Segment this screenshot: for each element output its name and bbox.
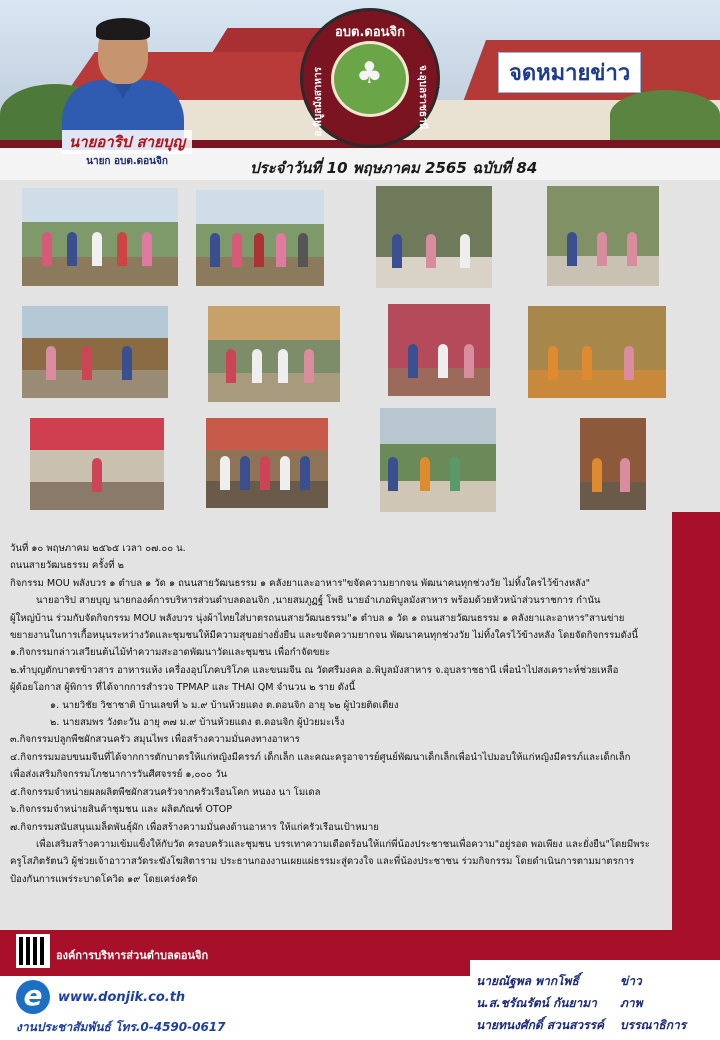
credit-row (476, 970, 716, 992)
mayor-title: นายก อบต.ดอนจิก (86, 156, 168, 167)
event-photo (206, 418, 328, 508)
club-icon: ♣ (356, 56, 383, 91)
qr-code-icon[interactable] (16, 934, 50, 968)
tree-background (610, 90, 720, 140)
event-photo (547, 186, 659, 286)
event-photo (580, 418, 646, 510)
mayor-portrait (62, 18, 182, 148)
article-line: ครูโสภิตรัตนวิ ผู้ช่วยเจ้าอาวาสวัดระฆังโฆสิตาราม ประธานกองงานเผยแผ่ธรรมะสู่ดวงใจ และพี่น้องประชาชน ร่วมกิจกรรม โดยดำเนินการตามมาตรการ (10, 856, 635, 868)
mayor-name: นายอาริป สายบุญ (62, 130, 192, 154)
article-line: ๗.กิจกรรมสนับสนุนเมล็ดพันธุ์ผัก เพื่อสร้างความมั่นคงด้านอาหาร ให้แก่ครัวเรือนเป้าหมาย (10, 821, 379, 833)
seal-left-text: อ.พิบูลมังสาหาร (313, 67, 324, 137)
event-photo (22, 306, 168, 398)
article-line: ถนนสายวัฒนธรรม ครั้งที่ ๒ (10, 560, 124, 572)
article-line: ขยายงานในการเกื้อหนุนระหว่างวัดและชุมชนให้มีความสุขอย่างยั่งยืน และขจัดความยากจน พัฒนาคนทุกช่วงวัย ไม่ทิ้งใครไว้ข้างหลัง โดยจัดกิจกรรมดังนี้ (10, 630, 639, 642)
article-line: วันที่ ๑๐ พฤษภาคม ๒๕๖๕ เวลา ๐๗.๐๐ น. (10, 543, 186, 554)
issue-dateline: ประจำวันที่ 10 พฤษภาคม 2565 ฉบับที่ 84 (250, 159, 538, 177)
article-line: ๑. นายวิชัย วิชาชาติ บ้านเลขที่ ๖ ม.๙ บ้านห้วยแดง ต.ดอนจิก อายุ ๖๒ ผู้ป่วยติดเตียง (50, 699, 399, 711)
article-line: ผู้ใหญ่บ้าน ร่วมกับจัดกิจกรรม MOU พลังบวร นุ่งผ้าไทยใส่บาตรถนนสายวัฒนธรรม"๑ ตำบล ๑ วัด ๑ ถนนสายวัฒนธรรม ๑ คลังยาและอาหาร"สานข่าย (10, 612, 625, 624)
article-line: เพื่อส่งเสริมกิจกรรมโภชนาการวันศีศจรรย์ ๑,๐๐๐ วัน (10, 769, 228, 781)
credit-name: นายทนงศักดิ์ สวนสวรรค์ (476, 1017, 605, 1032)
article-line: ๕.กิจกรรมจำหน่ายผลผลิตพืชผักสวนครัวจากครัวเรือนโคก หนอง นา โมเดล (10, 786, 321, 798)
event-photo (30, 418, 164, 510)
seal-emblem (331, 41, 409, 117)
article-line: ๖.กิจกรรมจำหน่ายสินค้าชุมชน และ ผลิตภัณฑ์ OTOP (10, 804, 233, 816)
newsletter-title: จดหมายข่าว (509, 61, 631, 86)
credit-name: น.ส.ชรัณรัตน์ กันยามา (476, 995, 597, 1010)
article-line: นายอาริป สายบุญ นายกองค์การบริหารส่วนตำบลดอนจิก ,นายสมภูฏฐ์ โพธิ นายอำเภอพิบูลมังสาหาร พร้อมด้วยหัวหน้าส่วนราชการ กำนัน (36, 595, 601, 607)
event-photo (380, 408, 496, 512)
credit-role: ภาพ (620, 995, 643, 1010)
seal-top-text: อบต.ดอนจิก (334, 25, 406, 40)
decor-band (672, 512, 720, 932)
credits-block (476, 970, 716, 1036)
credit-name: นายณัฐพล พากโพธิ์ (476, 973, 579, 988)
event-photo (376, 186, 492, 288)
credit-role: ข่าว (620, 973, 642, 988)
article-line: เพื่อเสริมสร้างความเข้มแข็งให้กับวัด ครอบครัวและชุมชน บรรเทาความเดือดร้อนให้แก่พี่น้องประชาชนเพื่อความ"อยู่รอด พอเพียง และยั่งยืน"โดยมีพระ (36, 838, 650, 850)
seal-right-text: จ.อุบลราชธานี (417, 65, 428, 130)
mayor-name-plate (62, 130, 192, 169)
website-link[interactable]: www.donjik.co.th (58, 990, 186, 1005)
event-photo (208, 306, 340, 402)
pr-contact: งานประชาสัมพันธ์ โทร.0-4590-0617 (16, 1020, 226, 1034)
internet-explorer-icon: e (16, 980, 50, 1014)
article-body (10, 540, 666, 888)
organization-seal (300, 8, 440, 148)
event-photo (388, 304, 490, 396)
credit-row (476, 1014, 716, 1036)
article-line: ๒. นายสมพร วังตะวัน อายุ ๓๗ ม.๙ บ้านห้วยแดง ต.ดอนจิก ผู้ป่วยมะเร็ง (50, 717, 345, 729)
event-photo (196, 190, 324, 286)
newsletter-title-box (498, 52, 641, 93)
article-line: ๔.กิจกรรมมอบขนมจีนที่ได้จากการตักบาตรให้แก่หญิงมีครรภ์ เด็กเล็ก และคณะครูอาจารย์ศูนย์พัฒนาเด็กเล็กเพื่อนำไปมอบให้แก่หญิงมีครรภ์และเด็กเล็ก (10, 751, 631, 763)
footer-organization: องค์การบริหารส่วนตำบลดอนจิก (56, 949, 209, 962)
article-line: ๑.กิจกรรมกล่าวเสวียนต้นไม้ทำความสะอาดพัฒนาวัดและชุมชน เพื่อกำจัดขยะ (10, 647, 331, 659)
credit-row (476, 992, 716, 1014)
event-photo (528, 306, 666, 398)
credit-role: บรรณาธิการ (620, 1017, 687, 1032)
event-photo (22, 188, 178, 286)
article-line: ๒.ทำบุญตักบาตรข้าวสาร อาหารแห้ง เครื่องอุปโภคบริโภค และขนมจีน ณ วัดศรีมงคล อ.พิบูลมังสาหาร จ.อุบลราชธานี เพื่อนำไปสงเคราะห์ช่วยเหลือ (10, 664, 619, 676)
article-line: ป้องกันการแพร่ระบาดโควิด ๑๙ โดยเคร่งครัด (10, 873, 198, 885)
article-line: ๓.กิจกรรมปลูกพืชผักสวนครัว สมุนไพร เพื่อสร้างความมั่นคงทางอาหาร (10, 734, 300, 746)
article-line: กิจกรรม MOU พลังบวร ๑ ตำบล ๑ วัด ๑ ถนนสายวัฒนธรรม ๑ คลังยาและอาหาร"ขจัดความยากจน พัฒนาคนทุกช่วงวัย ไม่ทิ้งใครไว้ข้างหลัง" (10, 577, 591, 589)
article-line: ผู้ด้อยโอกาส ผู้พิการ ที่ได้จากการสำรวจ TPMAP และ THAI QM จำนวน ๒ ราย ดังนี้ (10, 682, 356, 694)
